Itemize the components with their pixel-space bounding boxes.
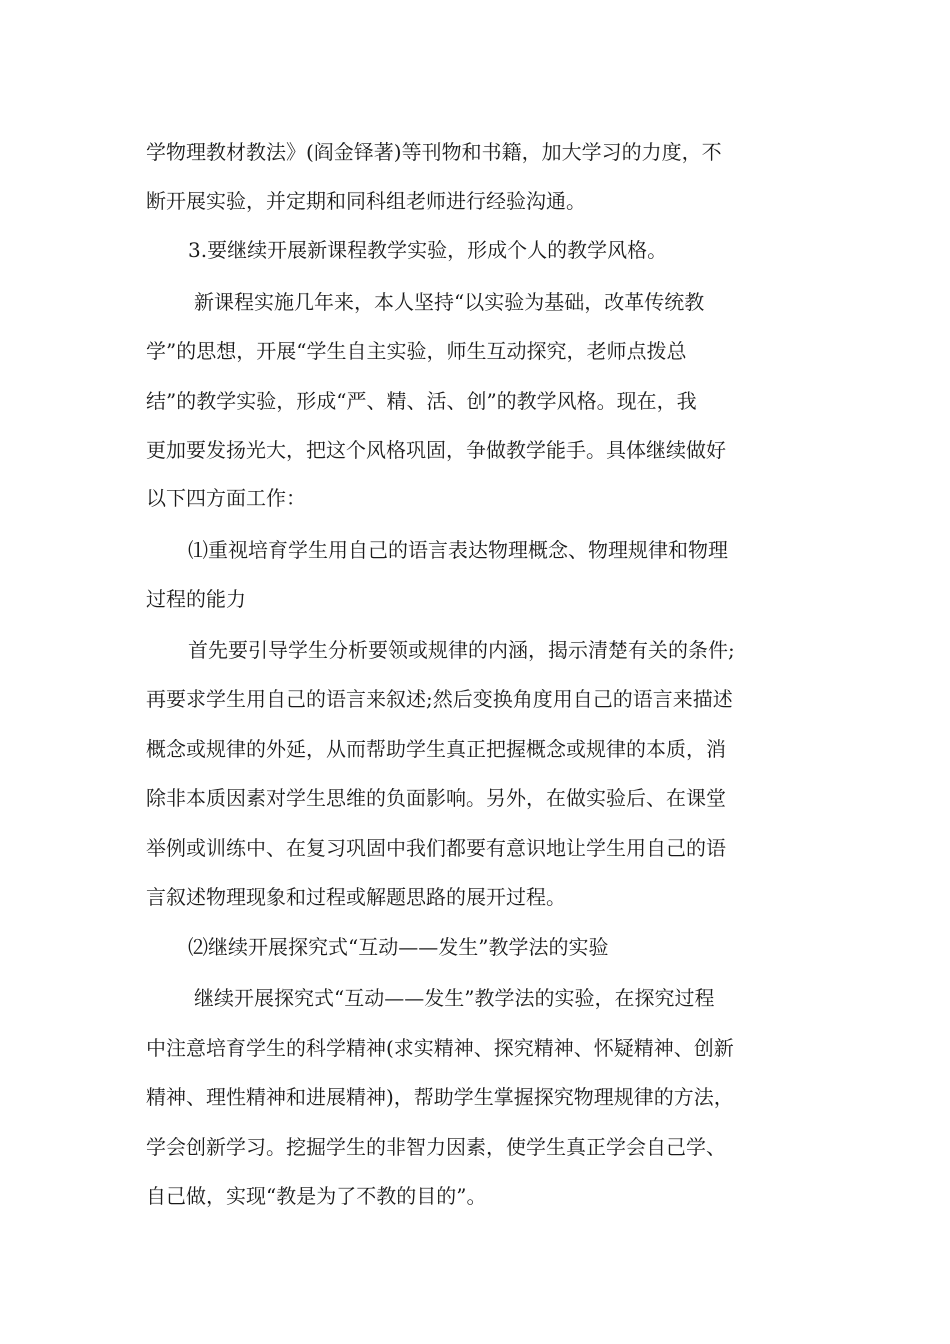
text-line: 新课程实施几年来，本人坚持“以实验为基础，改革传统教 [194, 290, 705, 314]
text-line: 学”的思想，开展“学生自主实验，师生互动探究，老师点拨总 [146, 339, 687, 363]
text-line: 言叙述物理现象和过程或解题思路的展开过程。 [146, 885, 566, 909]
text-line: 结”的教学实验，形成“严、精、活、创”的教学风格。现在，我 [146, 389, 697, 413]
text-line: 继续开展探究式“互动——发生”教学法的实验，在探究过程 [194, 986, 715, 1010]
text-line: 以下四方面工作： [146, 486, 306, 510]
subsection-heading: ⑴重视培育学生用自己的语言表达物理概念、物理规律和物理 [188, 538, 728, 562]
text-line: 学会创新学习。挖掘学生的非智力因素，使学生真正学会自己学、 [146, 1135, 726, 1159]
text-line: 自己做，实现“教是为了不教的目的”。 [146, 1184, 487, 1208]
text-line: 更加要发扬光大，把这个风格巩固，争做教学能手。具体继续做好 [146, 438, 726, 462]
text-line: 举例或训练中、在复习巩固中我们都要有意识地让学生用自己的语 [146, 836, 726, 860]
text-line: 中注意培育学生的科学精神(求实精神、探究精神、怀疑精神、创新 [146, 1036, 734, 1060]
text-line: 概念或规律的外延，从而帮助学生真正把握概念或规律的本质，消 [146, 737, 726, 761]
subsection-heading: ⑵继续开展探究式“互动——发生”教学法的实验 [188, 935, 609, 959]
section-heading: 3.要继续开展新课程教学实验，形成个人的教学风格。 [188, 238, 668, 262]
text-line: 首先要引导学生分析要领或规律的内涵，揭示清楚有关的条件; [188, 638, 735, 662]
text-line: 学物理教材教法》(阎金铎著)等刊物和书籍，加大学习的力度，不 [146, 140, 722, 164]
text-line: 再要求学生用自己的语言来叙述;然后变换角度用自己的语言来描述 [146, 687, 733, 711]
text-line: 精神、理性精神和进展精神)，帮助学生掌握探究物理规律的方法， [146, 1085, 734, 1109]
text-line: 除非本质因素对学生思维的负面影响。另外，在做实验后、在课堂 [146, 786, 726, 810]
text-line: 断开展实验，并定期和同科组老师进行经验沟通。 [146, 189, 586, 213]
text-line: 过程的能力 [146, 587, 246, 611]
